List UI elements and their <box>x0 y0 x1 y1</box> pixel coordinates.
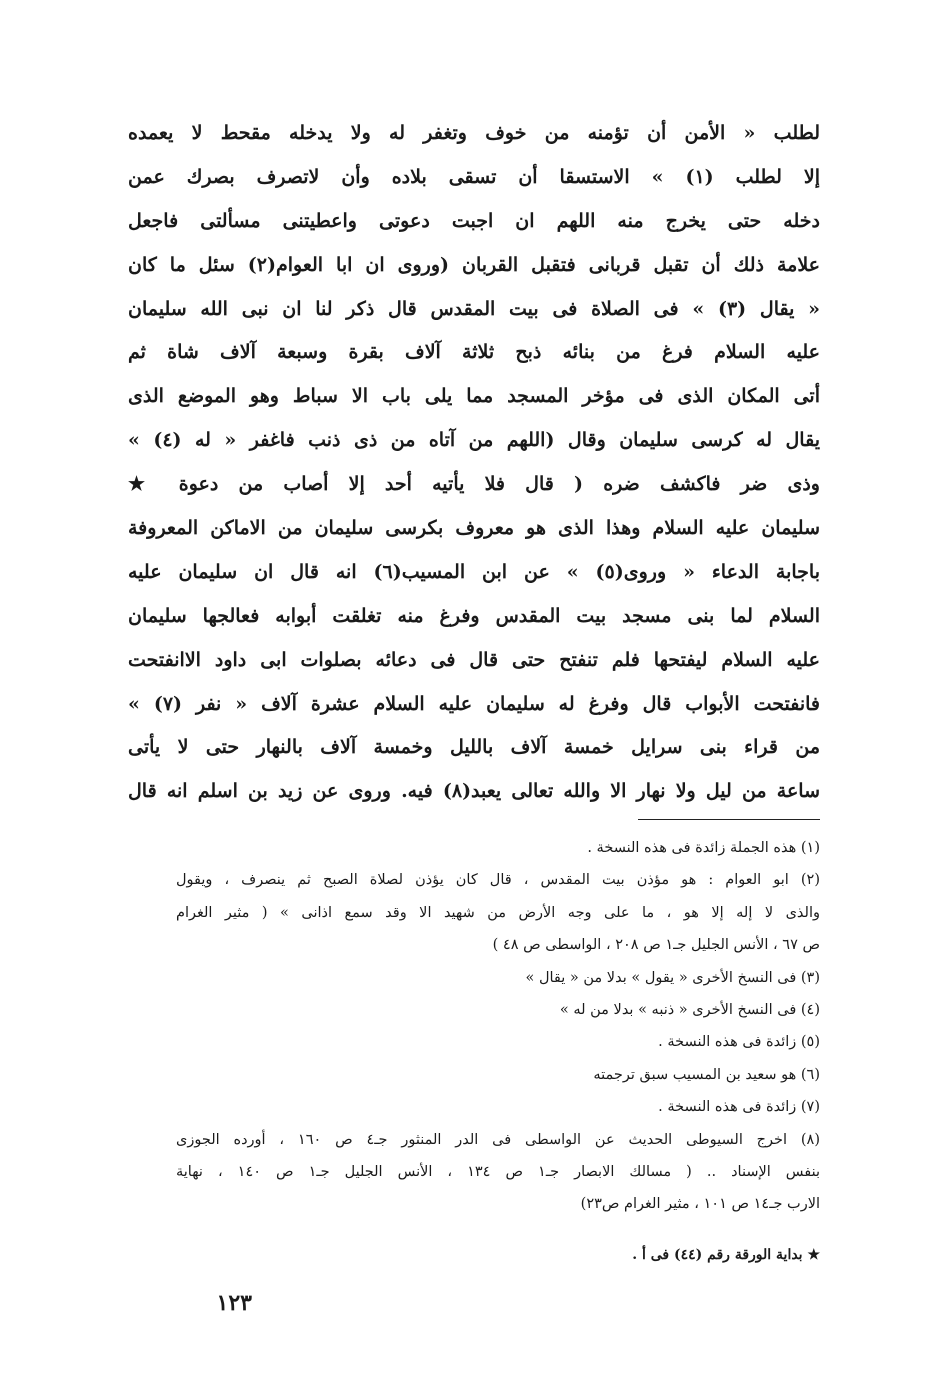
page-number: ١٢٣ <box>216 1290 252 1316</box>
footnote-separator <box>638 819 820 820</box>
main-text-line: « يقال (٣) » فى الصلاة فى بيت المقدس قال ذكر لنا ان نبى الله سليمان <box>128 297 820 320</box>
main-text-line: عليه السلام فرغ من بنائه ذبح ثلاثة آلاف بقرة وسبعة آلاف شاة ثم <box>128 341 820 364</box>
footnote-line: (٨) اخرج السيوطى الحديث عن الواسطى فى الدر المنثور جـ٤ ص ١٦٠ ، أورده الجوزى <box>176 1131 820 1148</box>
main-text-line: لطلب « الأمن أن تؤمنه من خوف وتغفر له ولا يدخله مقحط لا يعمده <box>128 122 820 144</box>
main-text-line: دخله حتى يخرج منه اللهم ان اجبت دعوتى واعطيتنى مسألتى فاجعل <box>128 209 820 232</box>
main-text-line: فانفتحت الأبواب قال وفرغ له سليمان عليه السلام عشرة آلاف « نفر (٧) » <box>128 692 820 715</box>
main-text-line: يقال له كرسى سليمان وقال (اللهم من آتاه من ذى ذنب فاغفر « له (٤) » <box>128 429 820 452</box>
main-text-line: أتى المكان الذى فى مؤخر المسجد مما يلى باب الا سباط وهو الموضع الذى <box>128 385 820 408</box>
footnote-line: (١) هذه الجملة زائدة فى هذه النسخة . <box>587 840 820 856</box>
main-text-line: عليه السلام ليفتحها فلم تنفتح حتى قال فى دعائه بصلوات ابى داود الاانفتحت <box>128 648 820 671</box>
footnotes-block <box>176 832 820 1221</box>
footnote-line: (٧) زائدة فى هذه النسخة . <box>658 1099 820 1116</box>
main-text-line: سليمان عليه السلام وهذا الذى هو معروف بكرسى سليمان من الاماكن المعروفة <box>128 517 820 540</box>
manuscript-folio-note: ★ بداية الورقة رقم (٤٤) فى أ . <box>632 1247 820 1263</box>
footnote-line: (٦) هو سعيد بن المسيب سبق ترجمته <box>593 1066 820 1083</box>
main-text-line: باجابة الدعاء « وروى(٥) » عن ابن المسيب(٦) انه قال ان سليمان عليه <box>128 560 820 583</box>
footnote-line: (٣) فى النسخ الأخرى « يقول » بدلا من « يقال » <box>525 969 820 986</box>
main-text-line: ساعة من ليل ولا نهار الا والله تعالى يعبد(٨) فيه. وروى عن زيد بن اسلم انه قال <box>128 780 820 803</box>
footnote-line: (٢) ابو العوام : هو مؤذن بيت المقدس ، قال كان يؤذن لصلاة الصبح ثم ينصرف ، ويقول <box>176 872 820 889</box>
footnote-line: (٤) فى النسخ الأخرى « ذنبه » بدلا من له » <box>559 1001 820 1018</box>
main-text-line: علامة ذلك أن تقبل قربانى فتقبل القربان (وروى ان ابا العوام(٢) سئل ما كان <box>128 253 820 276</box>
footnote-line: بنفس الإسناد .. ( مسالك الابصار جـ١ ص ١٣٤ ، الأنس الجليل جـ١ ص ١٤٠ ، نهاية <box>176 1163 820 1180</box>
main-text-block <box>128 112 820 814</box>
main-text-line: إلا لطلب (١) » الاستسقا أن تسقى بلاده وأن لاتصرف بصرك عمن <box>128 165 820 188</box>
main-text-line: وذى ضر فاكشف ضره ( قال فلا يأتيه أحد إلا أصاب من دعوة ★ <box>128 473 820 496</box>
footnote-line: (٥) زائدة فى هذه النسخة . <box>658 1034 820 1051</box>
footnote-line: والذى لا إله إلا هو ، ما على وجه الأرض من شهيد الا وقد سمع اذانى » ( مثير الغرام <box>176 904 820 921</box>
main-text-line: السلام لما بنى مسجد بيت المقدس وفرغ منه تغلقت أبوابه فعالجها سليمان <box>128 604 820 627</box>
footnote-line: ص ٦٧ ، الأنس الجليل جـ١ ص ٢٠٨ ، الواسطى ص ٤٨ ) <box>492 937 820 954</box>
main-text-line: من قراء بنى سرايل خمسة آلاف بالليل وخمسة آلاف بالنهار حتى لا يأتى <box>128 736 820 759</box>
footnote-line: الارب جـ١٤ ص ١٠١ ، مثير الغرام ص٢٣) <box>580 1196 820 1213</box>
